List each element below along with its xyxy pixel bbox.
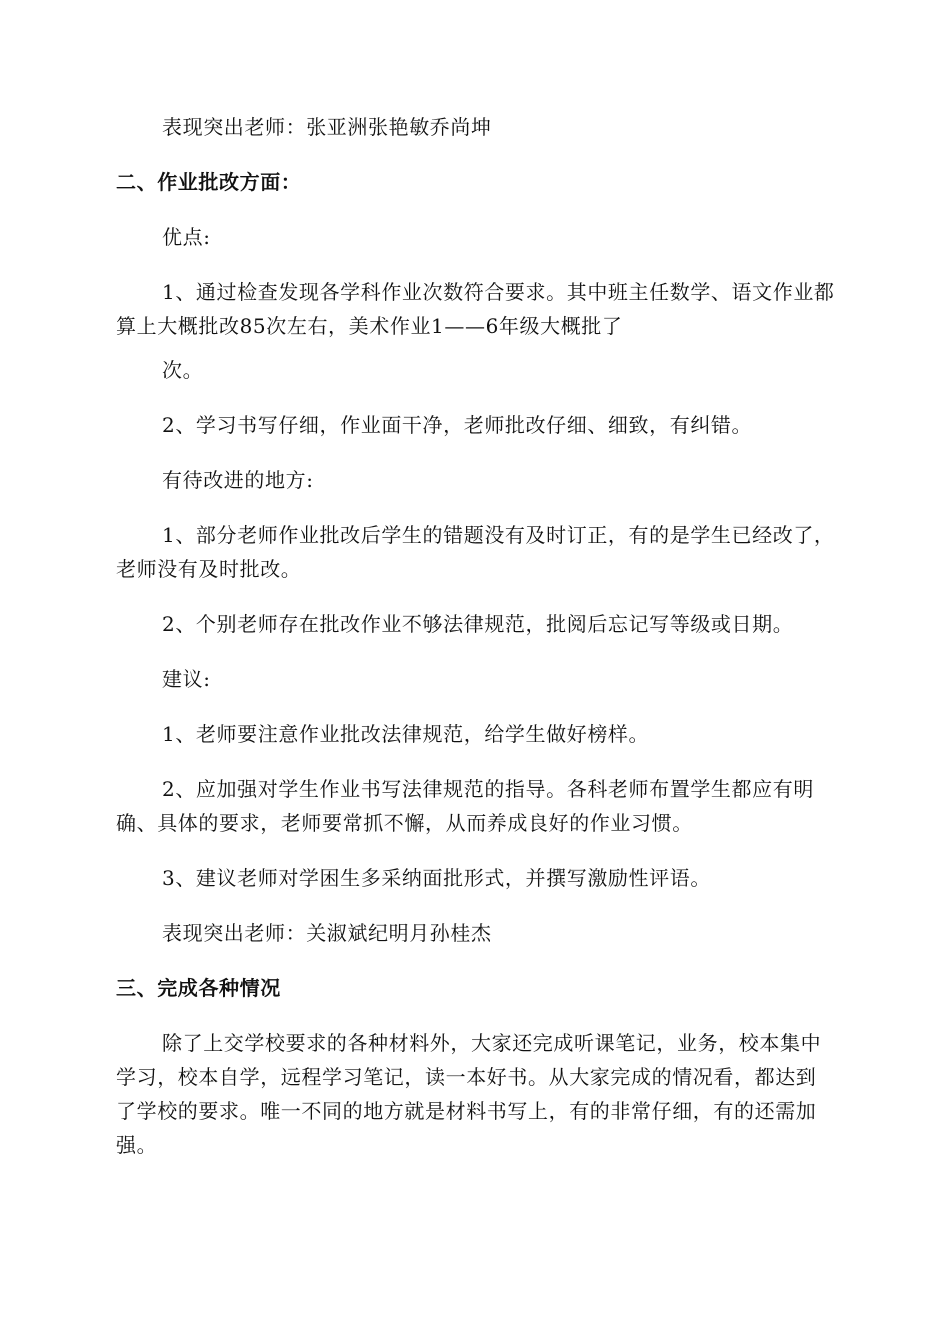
section-heading-completion: 三、完成各种情况 bbox=[116, 976, 281, 1000]
completion-paragraph: 除了上交学校要求的各种材料外，大家还完成听课笔记，业务，校本集中学习，校本自学，远程学习笔记，读一本好书。从大家完成的情况看，都达到了学校的要求。唯一不同的地方就是材料书写上，有的非常仔细，有的还需加强。 bbox=[116, 1031, 822, 1157]
label-strengths: 优点: bbox=[162, 225, 211, 249]
outstanding-teachers-1: 表现突出老师：张亚洲张艳敏乔尚坤 bbox=[162, 115, 492, 139]
document-page bbox=[116, 110, 836, 1183]
label-suggestions: 建议: bbox=[162, 667, 211, 691]
section-heading-homework: 二、作业批改方面： bbox=[116, 170, 302, 194]
suggestion-item-2: 2、应加强对学生作业书写法律规范的指导。各科老师布置学生都应有明确、具体的要求，老师要常抓不懈，从而养成良好的作业习惯。 bbox=[116, 777, 814, 835]
improvement-item-1: 1、部分老师作业批改后学生的错题没有及时订正，有的是学生已经改了，老师没有及时批改。 bbox=[116, 523, 835, 581]
strength-item-1: 1、通过检查发现各学科作业次数符合要求。其中班主任数学、语文作业都算上大概批改85次左右，美术作业1——6年级大概批了 bbox=[116, 280, 835, 338]
label-improvements: 有待改进的地方: bbox=[162, 468, 314, 492]
strength-item-2: 2、学习书写仔细，作业面干净，老师批改仔细、细致，有纠错。 bbox=[162, 413, 753, 437]
strength-item-1-continued: 次。 bbox=[162, 358, 204, 382]
suggestion-item-1: 1、老师要注意作业批改法律规范，给学生做好榜样。 bbox=[162, 722, 650, 746]
improvement-item-2: 2、个别老师存在批改作业不够法律规范，批阅后忘记写等级或日期。 bbox=[162, 612, 794, 636]
suggestion-item-3: 3、建议老师对学困生多采纳面批形式，并撰写激励性评语。 bbox=[162, 866, 711, 890]
outstanding-teachers-2: 表现突出老师：关淑斌纪明月孙桂杰 bbox=[162, 921, 492, 945]
